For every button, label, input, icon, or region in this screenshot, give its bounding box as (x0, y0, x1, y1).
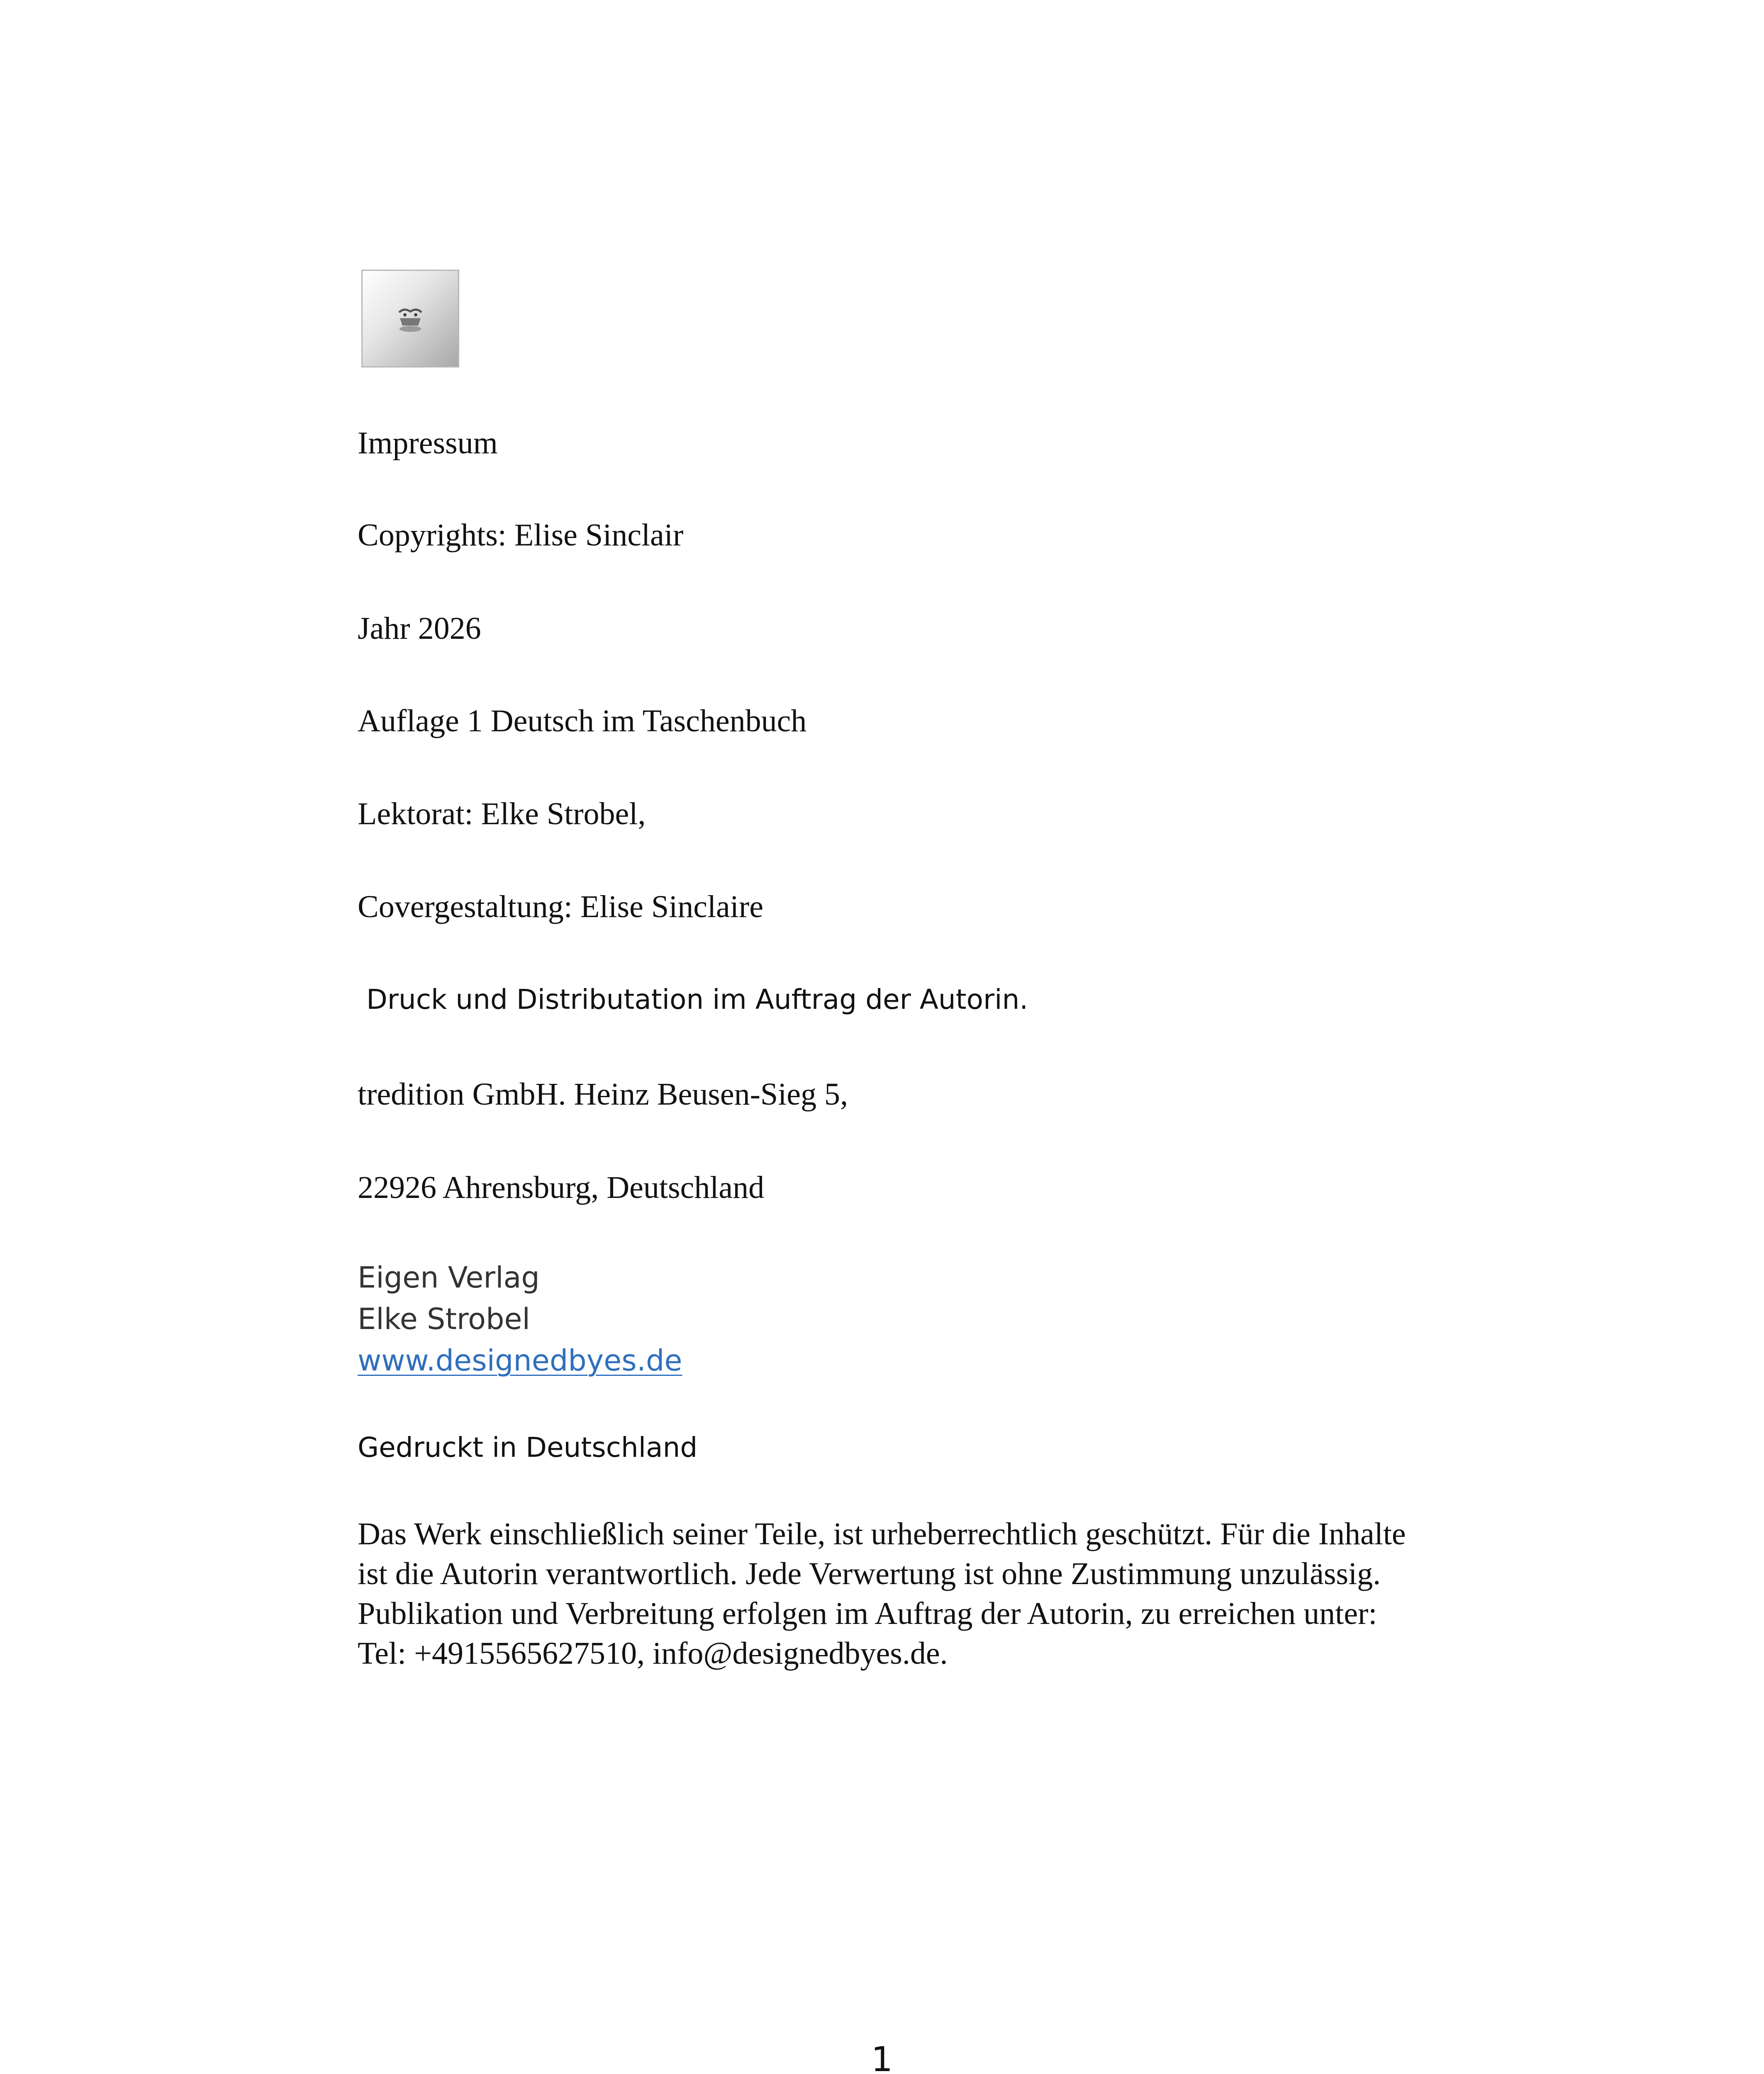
website-link[interactable]: www.designedbyes.de (358, 1344, 682, 1378)
printed-in-line: Gedruckt in Deutschland (358, 1431, 698, 1463)
edition-line: Auflage 1 Deutsch im Taschenbuch (358, 704, 807, 738)
page-number: 1 (871, 2040, 893, 2074)
cover-design-line: Covergestaltung: Elise Sinclaire (358, 889, 763, 924)
copyright-line: Copyrights: Elise Sinclair (358, 518, 684, 553)
publisher-logo (361, 270, 459, 368)
imprint-label: Eigen Verlag (358, 1261, 540, 1295)
imprint-name: Elke Strobel (358, 1302, 530, 1336)
editing-line: Lektorat: Elke Strobel, (358, 796, 646, 831)
legal-notice: Das Werk einschließlich seiner Teile, ist urheberrechtlich geschützt. Für die Inhalte ist die Autorin verantwortlich. Jede Verwertung ist ohne Zustimmung unzulässig. Publikation und Verbreitung erfolgen im Auftrag der Autorin, zu erreichen unter: Tel: +4915565627510, info@designedbyes.de. (358, 1517, 1406, 1671)
impressum-heading: Impressum (358, 426, 498, 460)
print-distribution-line: Druck und Distributation im Auftrag der Autorin. (358, 983, 1028, 1015)
publisher-logo-icon (392, 300, 429, 337)
publisher-street-line: tredition GmbH. Heinz Beusen-Sieg 5, (358, 1077, 848, 1112)
year-line: Jahr 2026 (358, 611, 481, 646)
publisher-city-line: 22926 Ahrensburg, Deutschland (358, 1170, 765, 1205)
